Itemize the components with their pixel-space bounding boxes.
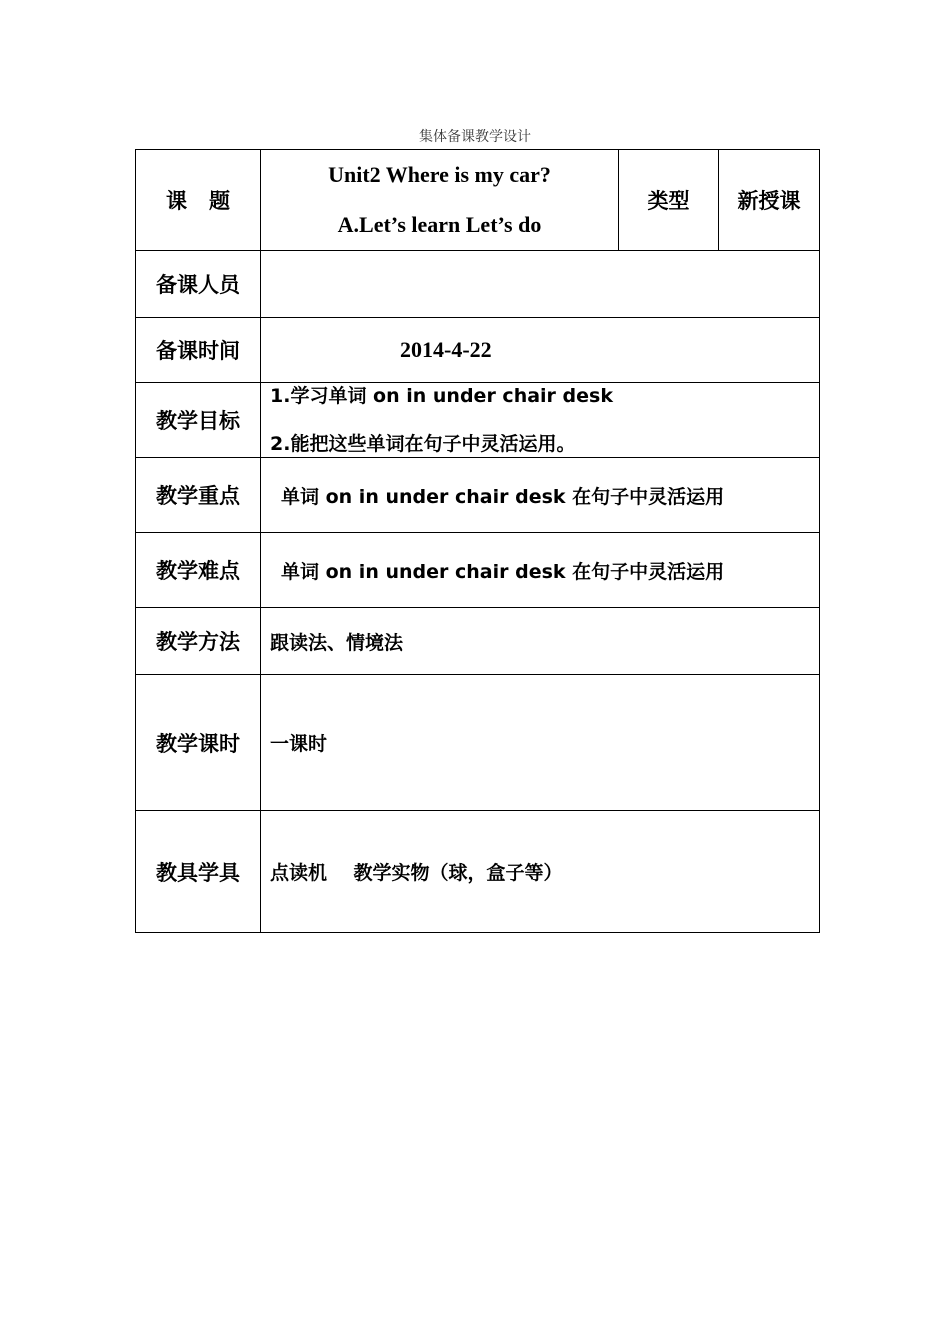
type-label: 类型 [619, 150, 719, 251]
periods-row [136, 675, 820, 811]
date-value-cell [261, 318, 820, 383]
methods-label: 教学方法 [136, 608, 261, 675]
materials-row [136, 811, 820, 933]
objectives-row [136, 383, 820, 458]
staff-label: 备课人员 [136, 251, 261, 318]
materials-value: 点读机 教学实物（球，盒子等） [261, 811, 820, 933]
objective-item-2: 2.能把这些单词在句子中灵活运用。 [270, 433, 576, 455]
objectives-label: 教学目标 [136, 383, 261, 458]
date-value: 2014-4-22 [400, 337, 492, 362]
lesson-plan-table [135, 149, 820, 933]
key-points-value: 单词 on in under chair desk 在句子中灵活运用 [261, 458, 820, 533]
difficulties-value: 单词 on in under chair desk 在句子中灵活运用 [261, 533, 820, 608]
date-row [136, 318, 820, 383]
staff-row [136, 251, 820, 318]
materials-label: 教具学具 [136, 811, 261, 933]
topic-value-cell [261, 150, 619, 251]
date-label: 备课时间 [136, 318, 261, 383]
difficulties-row [136, 533, 820, 608]
topic-label: 课题 [166, 189, 252, 213]
topic-lesson-title: A.Let’s learn Let’s do [337, 212, 542, 237]
topic-label-cell [136, 150, 261, 251]
objectives-value-cell [261, 383, 820, 458]
page-title: 集体备课教学设计 [419, 129, 531, 145]
objective-item-1: 1.学习单词 on in under chair desk [270, 385, 613, 407]
periods-label: 教学课时 [136, 675, 261, 811]
staff-value [261, 251, 820, 318]
periods-value: 一课时 [261, 675, 820, 811]
methods-value: 跟读法、情境法 [261, 608, 820, 675]
difficulties-label: 教学难点 [136, 533, 261, 608]
topic-unit-title: Unit2 Where is my car? [328, 162, 551, 187]
methods-row [136, 608, 820, 675]
key-points-row [136, 458, 820, 533]
topic-row [136, 150, 820, 251]
key-points-label: 教学重点 [136, 458, 261, 533]
type-value: 新授课 [719, 150, 820, 251]
